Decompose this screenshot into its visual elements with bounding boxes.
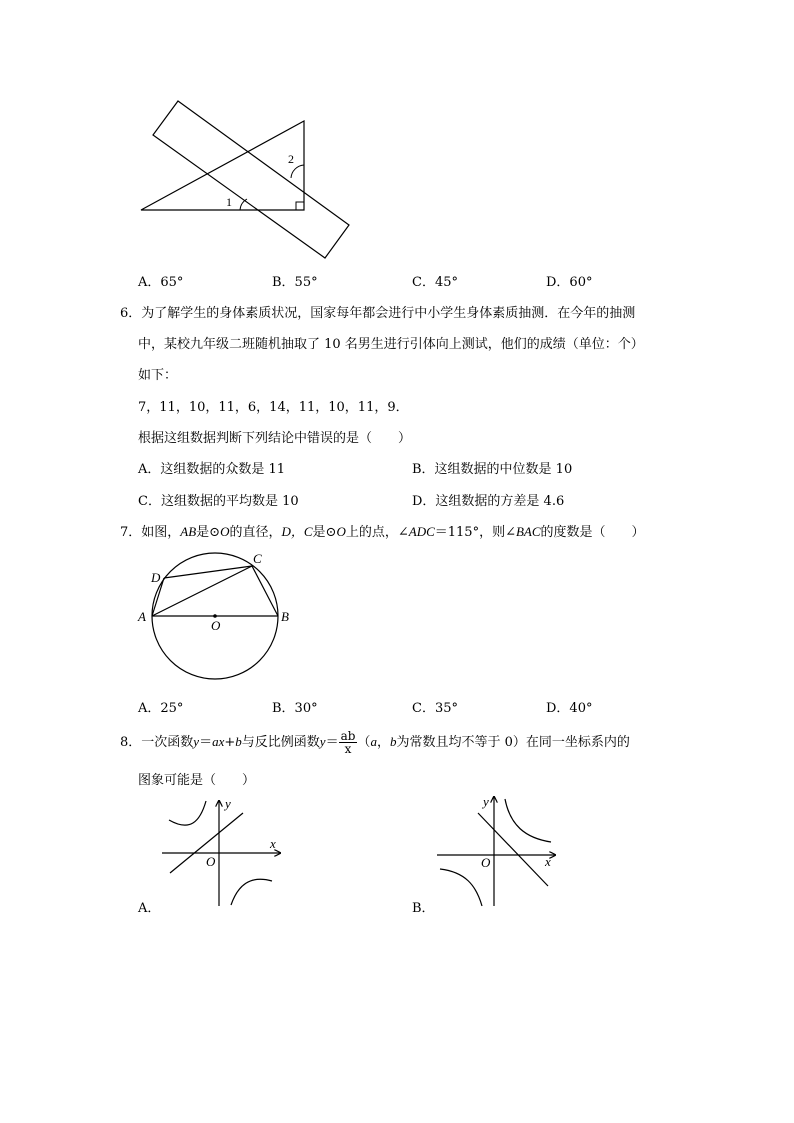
q8-a2: a [370, 734, 377, 749]
q6-line2: 中，某校九年级二班随机抽取了 10 名男生进行引体向上测试，他们的成绩（单位：个） [138, 337, 644, 352]
q8-b: b [235, 734, 242, 749]
linear-line [478, 813, 548, 886]
q6-line1: 6．为了解学生的身体素质状况，国家每年都会进行中小学生身体素质抽测．在今年的抽测 [120, 306, 636, 321]
q6-line3: 如下： [138, 368, 178, 383]
q7-prefix: 7．如图， [120, 525, 181, 540]
q8-frac-den: x [344, 742, 352, 756]
q7-option-a: A．25° [138, 701, 184, 716]
x-label: x [545, 854, 551, 869]
q8-plus: + [224, 735, 236, 750]
origin-label: O [481, 855, 491, 870]
q7-mid6: 的度数是（ ） [540, 525, 645, 540]
q5-option-c: C．45° [412, 275, 458, 290]
q8-y1: y [193, 734, 200, 749]
q8-b2: b [389, 734, 397, 749]
q7-mid3: 是⊙ [312, 525, 337, 540]
origin-label: O [206, 854, 216, 869]
q8-eq2: ＝ [325, 735, 339, 750]
label-a: A [138, 609, 146, 624]
q7-ab: AB [180, 524, 197, 539]
q7-option-d: D．40° [546, 701, 593, 716]
q7-mid2: 的直径， [229, 525, 282, 540]
q7-dc: D，C [281, 524, 313, 539]
angle-2-label: 2 [288, 152, 294, 166]
q8-mid: 与反比例函数 [241, 735, 320, 750]
q6-data-line: 7，11，10，11，6，14，11，10，11，9． [138, 400, 409, 415]
q7-o1: O [220, 524, 230, 539]
hyperbola-branch-lower-left [440, 869, 482, 906]
q7-mid5: ＝115°，则∠ [434, 525, 516, 540]
angle-1-label: 1 [226, 195, 232, 209]
q7-mid4: 上的点，∠ [345, 525, 409, 540]
q8-option-b-label: B． [412, 901, 435, 916]
q8-eq1: ＝ [199, 735, 213, 750]
q8-tail: 为常数且均不等于 0）在同一坐标系内的 [396, 735, 630, 750]
hyperbola-branch-upper-right [505, 799, 551, 842]
q7-o2: O [336, 524, 346, 539]
q8-prefix: 8．一次函数 [120, 735, 194, 750]
q6-option-b: B．这组数据的中位数是 10 [412, 462, 573, 477]
q7-mid1: 是⊙ [196, 525, 221, 540]
label-o: O [211, 618, 221, 633]
q6-question: 根据这组数据判断下列结论中错误的是（ ） [138, 431, 412, 446]
q5-option-a: A．65° [138, 275, 184, 290]
q5-option-b: B．55° [272, 275, 318, 290]
q6-option-a: A．这组数据的众数是 11 [138, 462, 286, 477]
label-d: D [151, 570, 161, 585]
q8-ax: ax [212, 734, 225, 749]
q8-y2: y [319, 734, 326, 749]
q6-option-d: D．这组数据的方差是 4.6 [412, 494, 565, 509]
label-b: B [281, 609, 289, 624]
label-c: C [253, 551, 262, 566]
y-label: y [225, 796, 231, 811]
q7-bac: BAC [515, 524, 541, 539]
q8-frac-num: ab [340, 729, 356, 743]
q8-option-a-label: A． [138, 901, 161, 916]
y-label: y [483, 794, 489, 809]
q5-option-d: D．60° [546, 275, 593, 290]
x-label: x [270, 836, 276, 851]
q7-adc: ADC [408, 524, 435, 539]
q6-option-c: C．这组数据的平均数是 10 [138, 494, 299, 509]
q7-option-b: B．30° [272, 701, 318, 716]
q7-option-c: C．35° [412, 701, 458, 716]
q8-line2: 图象可能是（ ） [138, 773, 256, 788]
q8-comma: ， [376, 735, 390, 750]
q8-paren-open: （ [357, 735, 371, 750]
